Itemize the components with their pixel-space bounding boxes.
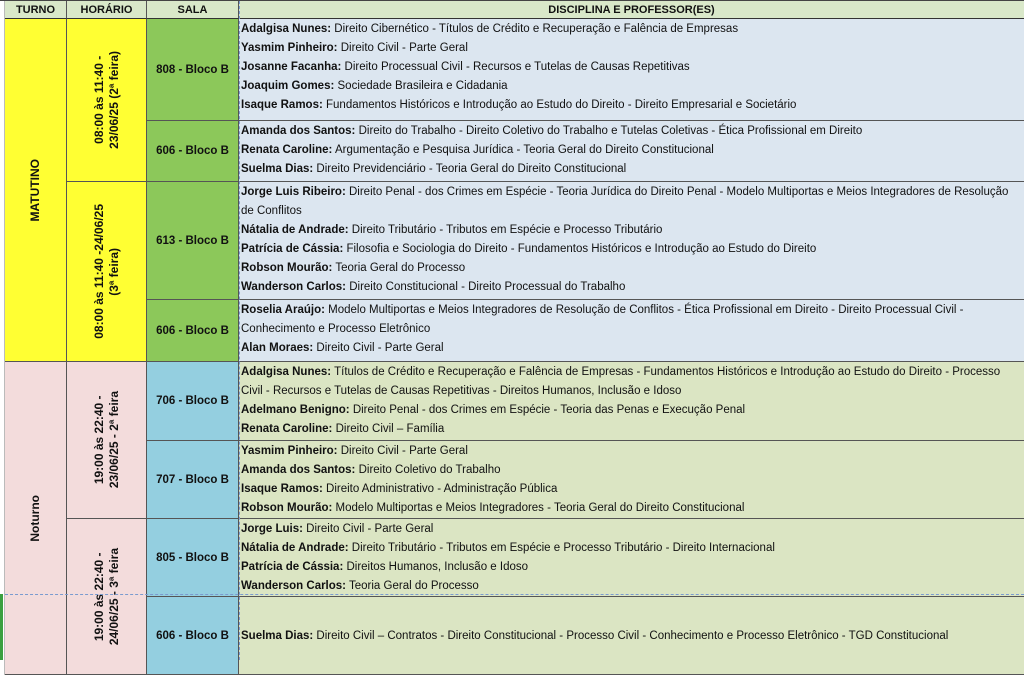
- horario-line: (3ª feira): [106, 247, 121, 296]
- horario-label: [92, 204, 122, 339]
- professor-entry: [241, 301, 1024, 339]
- horario-cell: [67, 19, 147, 182]
- discipline-text: Sociedade Brasileira e Cidadania: [334, 80, 508, 92]
- header-turno: TURNO: [5, 1, 67, 19]
- discipline-text: Direito Civil – Família: [332, 423, 445, 435]
- sala-cell: 606 - Bloco B: [147, 597, 239, 675]
- entry-list: [241, 20, 1024, 115]
- professor-entry: [241, 160, 1024, 179]
- discipline-text: Modelo Multiportas e Meios Integradores de Resolução de Conflitos - Ética Profissional em Direito - Direito Processual Civil - Conhecimento e Processo Eletrônico: [241, 304, 964, 335]
- disciplina-cell: [239, 597, 1024, 675]
- horario-label: [92, 51, 122, 149]
- sala-cell: 606 - Bloco B: [147, 121, 239, 182]
- disciplina-cell: [239, 441, 1024, 519]
- professor-entry: [241, 221, 1024, 240]
- professor-name: Joaquim Gomes:: [241, 80, 335, 92]
- horario-label: [92, 548, 122, 645]
- professor-name: Amanda dos Santos:: [241, 464, 356, 476]
- discipline-text: Direito Civil - Parte Geral: [337, 445, 468, 457]
- professor-name: Nátalia de Andrade:: [241, 224, 349, 236]
- discipline-text: Direito Tributário - Tributos em Espécie e Processo Tributário - Direito Internacional: [348, 542, 775, 554]
- horario-line: 19:00 às 22:40 -: [91, 395, 106, 485]
- header-sala: SALA: [147, 1, 239, 19]
- professor-name: Roselia Araújo:: [241, 304, 325, 316]
- entry-list: [241, 301, 1024, 358]
- professor-name: Josanne Facanha:: [241, 61, 342, 73]
- horario-line: 23/06/25 - 2ª feira: [106, 391, 121, 489]
- professor-entry: [241, 259, 1024, 278]
- professor-entry: [241, 558, 1024, 577]
- discipline-text: Direito Civil – Contratos - Direito Constitucional - Processo Civil - Conhecimento e Processo Eletrônico - TGD Constitucional: [313, 629, 949, 642]
- professor-name: Yasmim Pinheiro:: [241, 42, 338, 54]
- disciplina-cell: [239, 182, 1024, 300]
- sala-cell: 706 - Bloco B: [147, 362, 239, 441]
- discipline-text: Direito Processual Civil - Recursos e Tutelas de Causas Repetitivas: [341, 61, 690, 73]
- turno-matutino-label: MATUTINO: [28, 158, 42, 222]
- professor-entry: [241, 339, 1024, 358]
- sala-cell: 805 - Bloco B: [147, 519, 239, 597]
- professor-entry: [241, 77, 1024, 96]
- discipline-text: Direito do Trabalho - Direito Coletivo do Trabalho e Tutelas Coletivas - Ética Profissional em Direito: [355, 125, 863, 137]
- discipline-text: Modelo Multiportas e Meios Integradores - Teoria Geral do Direito Constitucional: [332, 502, 745, 514]
- professor-entry: [241, 39, 1024, 58]
- discipline-text: Direito Penal - dos Crimes em Espécie - Teoria Jurídica do Direito Penal - Modelo Multiportas e Meios Integradores de Resolução de Conflitos: [241, 186, 1009, 217]
- professor-entry: [241, 627, 948, 646]
- disciplina-cell: [239, 300, 1024, 362]
- professor-entry: [241, 96, 1024, 115]
- professor-name: Renata Caroline:: [241, 144, 333, 156]
- professor-entry: [241, 183, 1024, 221]
- professor-entry: [241, 520, 1024, 539]
- horario-label: [92, 391, 122, 488]
- professor-name: Nátalia de Andrade:: [241, 542, 349, 554]
- professor-name: Isaque Ramos:: [241, 483, 323, 495]
- discipline-text: Direitos Humanos, Inclusão e Idoso: [343, 561, 529, 573]
- professor-name: Yasmim Pinheiro:: [241, 445, 338, 457]
- entry-list: [241, 442, 1024, 518]
- professor-entry: [241, 20, 1024, 39]
- professor-entry: [241, 461, 1024, 480]
- professor-name: Jorge Luis:: [241, 523, 303, 535]
- discipline-text: Títulos de Crédito e Recuperação e Falência de Empresas - Fundamentos Históricos e Introdução ao Estudo do Direito - Processo Civil - Recursos e Tutelas de Causas Repetitivas - Direitos Humanos, Inclusão e Idoso: [241, 366, 1001, 397]
- professor-entry: [241, 442, 1024, 461]
- horario-cell: [67, 182, 147, 362]
- professor-entry: [241, 240, 1024, 259]
- sala-cell: 707 - Bloco B: [147, 441, 239, 519]
- professor-entry: [241, 420, 1024, 439]
- professor-name: Patrícia de Cássia:: [241, 561, 344, 573]
- professor-name: Renata Caroline:: [241, 423, 333, 435]
- professor-entry: [241, 122, 1024, 141]
- discipline-text: Direito Tributário - Tributos em Espécie e Processo Tributário: [348, 224, 663, 236]
- professor-entry: [241, 363, 1024, 401]
- professor-entry: [241, 499, 1024, 518]
- disciplina-cell: [239, 519, 1024, 597]
- turno-noturno-cell: [5, 362, 67, 675]
- professor-name: Adelmano Benigno:: [241, 404, 350, 416]
- entry-list: [241, 520, 1024, 596]
- professor-entry: [241, 539, 1024, 558]
- discipline-text: Direito Cibernético - Títulos de Crédito e Recuperação e Falência de Empresas: [331, 23, 739, 35]
- professor-entry: [241, 58, 1024, 77]
- disciplina-cell: [239, 19, 1024, 121]
- discipline-text: Direito Administrativo - Administração Pública: [322, 483, 558, 495]
- professor-name: Wanderson Carlos:: [241, 281, 347, 293]
- entry-list: [241, 627, 948, 646]
- discipline-text: Direito Coletivo do Trabalho: [355, 464, 501, 476]
- horario-cell: [67, 362, 147, 519]
- turno-matutino-cell: [5, 19, 67, 362]
- professor-entry: [241, 141, 1024, 160]
- professor-name: Patrícia de Cássia:: [241, 243, 344, 255]
- entry-list: [241, 183, 1024, 297]
- discipline-text: Filosofia e Sociologia do Direito - Fundamentos Históricos e Introdução ao Estudo do Direito: [343, 243, 817, 255]
- professor-name: Isaque Ramos:: [241, 99, 323, 111]
- entry-list: [241, 363, 1024, 439]
- professor-name: Adalgisa Nunes:: [241, 23, 332, 35]
- header-horario: HORÁRIO: [67, 1, 147, 19]
- professor-entry: [241, 480, 1024, 499]
- professor-name: Jorge Luis Ribeiro:: [241, 186, 346, 198]
- discipline-text: Direito Penal - dos Crimes em Espécie - Teoria das Penas e Execução Penal: [349, 404, 746, 416]
- horario-line: 24/06/25 - 3ª feira: [106, 547, 121, 646]
- horario-line: 19:00 às 22:40 -: [91, 552, 106, 641]
- discipline-text: Teoria Geral do Processo: [332, 262, 466, 274]
- discipline-text: Argumentação e Pesquisa Jurídica - Teoria Geral do Direito Constitucional: [332, 144, 714, 156]
- discipline-text: Direito Constitucional - Direito Processual do Trabalho: [346, 281, 626, 293]
- horario-line: 08:00 às 11:40 -: [91, 55, 106, 145]
- professor-name: Alan Moraes:: [241, 342, 314, 354]
- turno-noturno-label: Noturno: [28, 494, 42, 542]
- header-disciplina: DISCIPLINA E PROFESSOR(ES): [239, 1, 1024, 19]
- discipline-text: Fundamentos Históricos e Introdução ao Estudo do Direito - Direito Empresarial e Societário: [322, 99, 797, 111]
- discipline-text: Direito Civil - Parte Geral: [302, 523, 434, 535]
- disciplina-cell: [239, 121, 1024, 182]
- professor-entry: [241, 577, 1024, 596]
- discipline-text: Direito Civil - Parte Geral: [313, 342, 444, 354]
- professor-name: Suelma Dias:: [241, 629, 314, 642]
- professor-name: Suelma Dias:: [241, 163, 314, 175]
- professor-name: Adalgisa Nunes:: [241, 366, 332, 378]
- discipline-text: Direito Civil - Parte Geral: [337, 42, 468, 54]
- professor-entry: [241, 401, 1024, 420]
- discipline-text: Direito Previdenciário - Teoria Geral do Direito Constitucional: [313, 163, 627, 175]
- professor-name: Wanderson Carlos:: [241, 580, 347, 592]
- entry-list: [241, 122, 1024, 179]
- professor-entry: [241, 278, 1024, 297]
- professor-name: Robson Mourão:: [241, 502, 333, 514]
- discipline-text: Teoria Geral do Processo: [346, 580, 479, 592]
- horario-cell: [67, 519, 147, 675]
- professor-name: Robson Mourão:: [241, 262, 333, 274]
- sala-cell: 808 - Bloco B: [147, 19, 239, 121]
- horario-line: 08:00 às 11:40 -24/06/25: [91, 204, 106, 339]
- professor-name: Amanda dos Santos:: [241, 125, 356, 137]
- disciplina-cell: [239, 362, 1024, 441]
- sala-cell: 613 - Bloco B: [147, 182, 239, 300]
- sala-cell: 606 - Bloco B: [147, 300, 239, 362]
- horario-line: 23/06/25 (2ª feira): [106, 51, 121, 149]
